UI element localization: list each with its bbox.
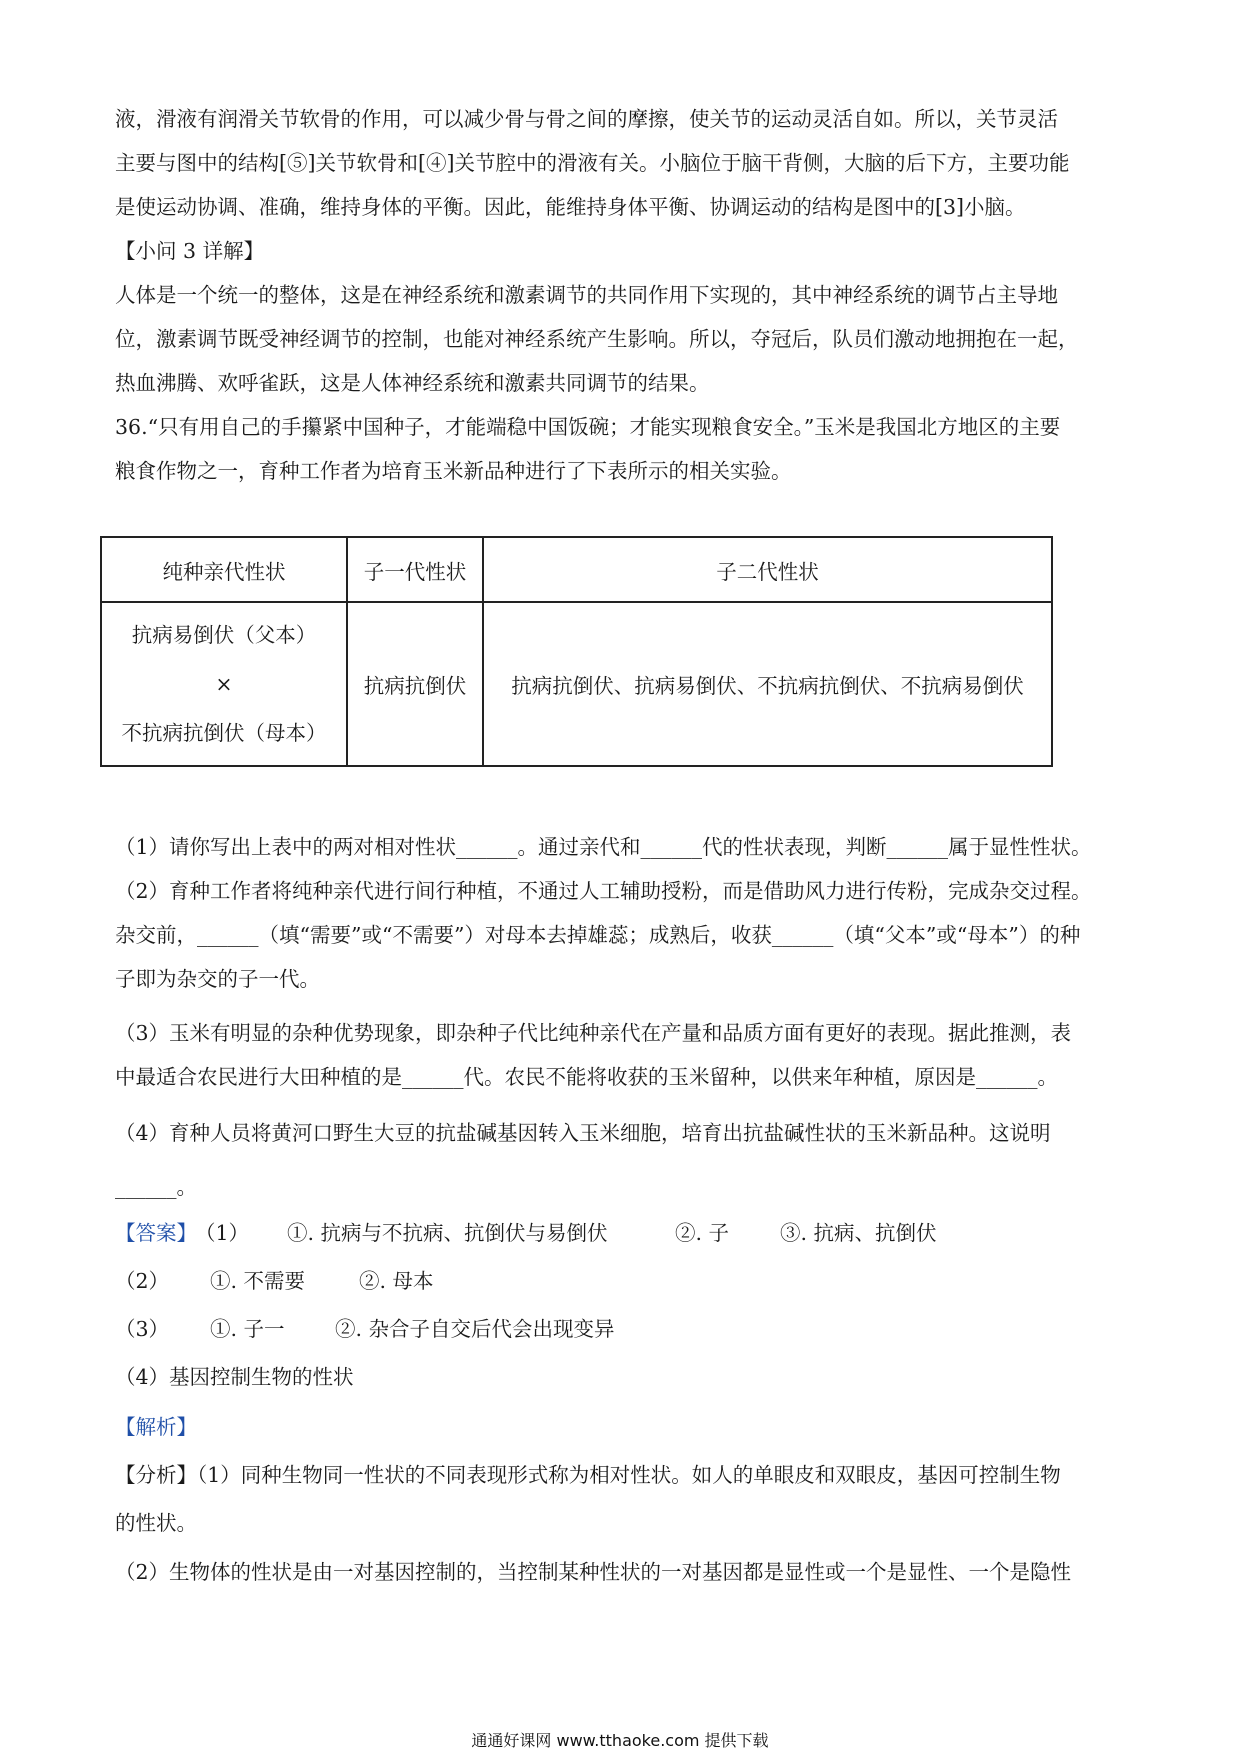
parent-mother: 不抗病抗倒伏（母本） <box>121 720 327 745</box>
table-cell-parents <box>101 602 347 766</box>
table-header: 纯种亲代性状 <box>101 537 347 602</box>
answer-number: （1） <box>195 1221 250 1245</box>
table-cell-f1: 抗病抗倒伏 <box>347 602 483 766</box>
analysis-line: 的性状。 <box>115 1511 197 1535</box>
paragraph-line: 人体是一个统一的整体，这是在神经系统和激素调节的共同作用下实现的，其中神经系统的调节占主导地 <box>115 283 1058 307</box>
question-line: （3）玉米有明显的杂种优势现象，即杂种子代比纯种亲代在产量和品质方面有更好的表现。据此推测，表 <box>115 1021 1072 1045</box>
table-header: 子二代性状 <box>483 537 1052 602</box>
analysis-line: （2）生物体的性状是由一对基因控制的，当控制某种性状的一对基因都是显性或一个是显性、一个是隐性 <box>115 1560 1072 1584</box>
table-header: 子一代性状 <box>347 537 483 602</box>
answer-item: ②. 子 <box>675 1221 730 1245</box>
answer-item: ③. 抗病、抗倒伏 <box>780 1221 937 1245</box>
table-header-row <box>101 537 1052 602</box>
answer-item: ①. 抗病与不抗病、抗倒伏与易倒伏 <box>287 1221 608 1245</box>
question-line: （2）育种工作者将纯种亲代进行间行种植，不通过人工辅助授粉，而是借助风力进行传粉，完成杂交过程。 <box>115 879 1092 903</box>
analysis-label: 【解析】 <box>115 1415 197 1439</box>
question-stem: 粮食作物之一，育种工作者为培育玉米新品种进行了下表所示的相关实验。 <box>115 459 792 483</box>
answer-row-1 <box>115 1218 1115 1248</box>
cross-symbol: × <box>215 671 233 696</box>
paragraph-line: 是使运动协调、准确，维持身体的平衡。因此，能维持身体平衡、协调运动的结构是图中的[3]小脑。 <box>115 195 1026 219</box>
table-cell-f2: 抗病抗倒伏、抗病易倒伏、不抗病抗倒伏、不抗病易倒伏 <box>483 602 1052 766</box>
table-row <box>101 602 1052 766</box>
answer-row-3 <box>115 1314 1115 1344</box>
answer-number: （2） <box>115 1269 170 1293</box>
answer-item: ②. 母本 <box>359 1269 434 1293</box>
question-line: （1）请你写出上表中的两对相对性状______。通过亲代和______代的性状表现，判断______属于显性性状。 <box>115 835 1092 859</box>
answer-row-2 <box>115 1266 1115 1296</box>
section-heading: 【小问 3 详解】 <box>115 239 265 263</box>
question-line: 子即为杂交的子一代。 <box>115 967 320 991</box>
answer-label: 【答案】 <box>115 1221 197 1245</box>
analysis-line: 【分析】（1）同种生物同一性状的不同表现形式称为相对性状。如人的单眼皮和双眼皮，基因可控制生物 <box>115 1463 1061 1487</box>
parent-father: 抗病易倒伏（父本） <box>131 622 317 647</box>
paragraph-line: 热血沸腾、欢呼雀跃，这是人体神经系统和激素共同调节的结果。 <box>115 371 710 395</box>
question-line: （4）育种人员将黄河口野生大豆的抗盐碱基因转入玉米细胞，培育出抗盐碱性状的玉米新品种。这说明 <box>115 1121 1051 1145</box>
answer-row-4: （4）基因控制生物的性状 <box>115 1365 354 1389</box>
paragraph-line: 液，滑液有润滑关节软骨的作用，可以减少骨与骨之间的摩擦，使关节的运动灵活自如。所以，关节灵活 <box>115 107 1058 131</box>
experiment-table <box>100 536 1053 767</box>
question-line: 中最适合农民进行大田种植的是______代。农民不能将收获的玉米留种，以供来年种植，原因是______。 <box>115 1065 1058 1089</box>
answer-item: ①. 子一 <box>210 1317 285 1341</box>
paragraph-line: 位，激素调节既受神经调节的控制，也能对神经系统产生影响。所以，夺冠后，队员们激动地拥抱在一起， <box>115 327 1079 351</box>
paragraph-line: 主要与图中的结构[⑤]关节软骨和[④]关节腔中的滑液有关。小脑位于脑干背侧，大脑的后下方，主要功能 <box>115 151 1070 175</box>
page-footer: 通通好课网 www.tthaoke.com 提供下载 <box>471 1731 769 1750</box>
question-stem: 36.“只有用自己的手攥紧中国种子，才能端稳中国饭碗；才能实现粮食安全。”玉米是我国北方地区的主要 <box>115 415 1061 439</box>
answer-item: ②. 杂合子自交后代会出现变异 <box>335 1317 615 1341</box>
question-line: ______。 <box>115 1175 197 1199</box>
answer-number: （3） <box>115 1317 170 1341</box>
answer-item: ①. 不需要 <box>210 1269 306 1293</box>
question-line: 杂交前，______（填“需要”或“不需要”）对母本去掉雄蕊；成熟后，收获______（填“父本”或“母本”）的种 <box>115 923 1081 947</box>
